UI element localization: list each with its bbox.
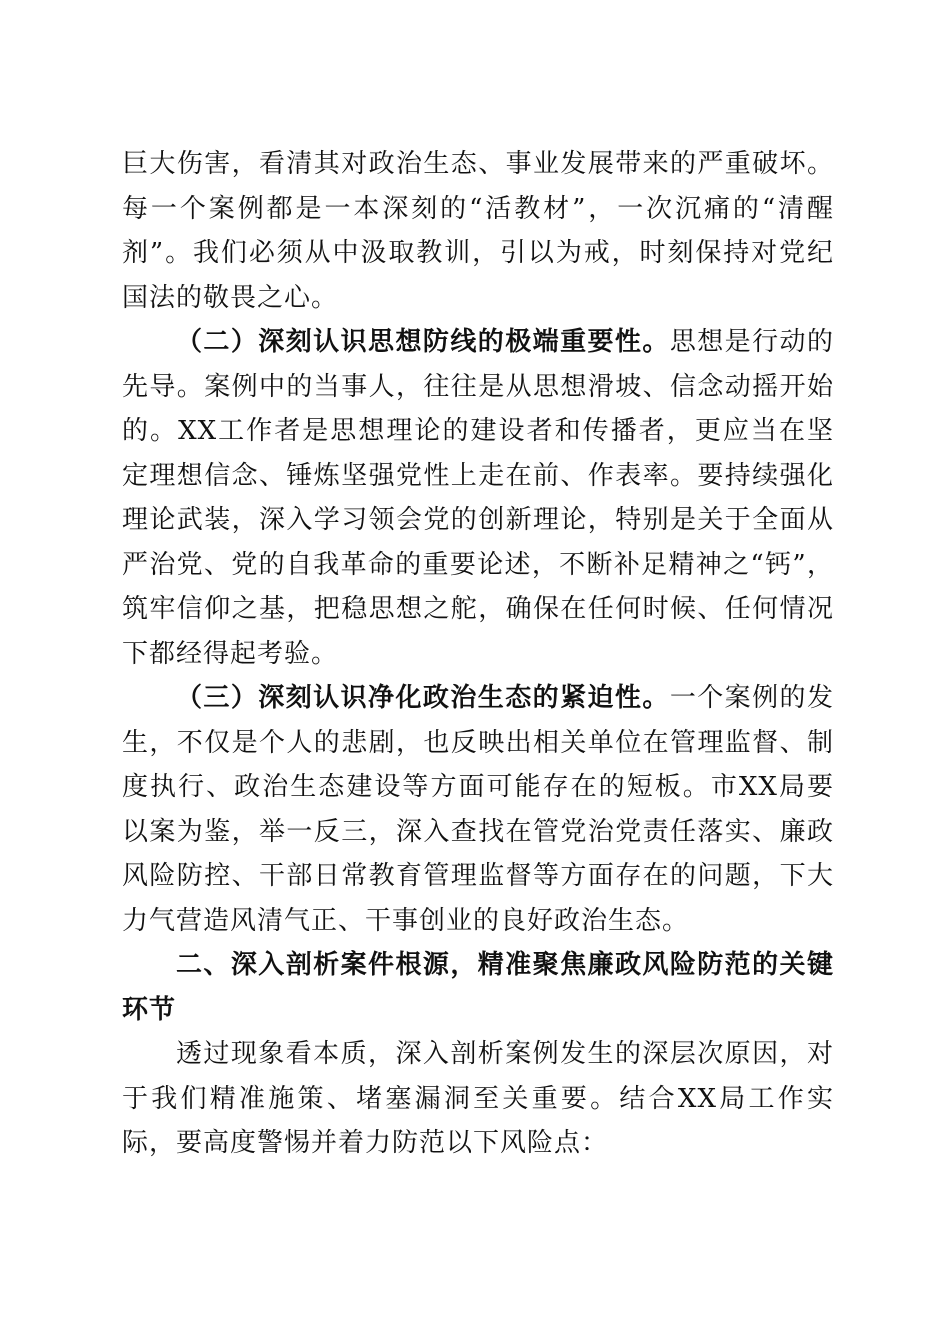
section-2-lead: （二）深刻认识思想防线的极端重要性。 — [176, 327, 670, 357]
document-body — [122, 142, 834, 1166]
paragraph-part-2-intro: 透过现象看本质，深入剖析案例发生的深层次原因，对于我们精准施策、堵塞漏洞至关重要。结合XX局工作实际，要高度警惕并着力防范以下风险点： — [122, 1039, 834, 1158]
section-3-lead: （三）深刻认识净化政治生态的紧迫性。 — [176, 683, 670, 713]
paragraph-continued: 巨大伤害，看清其对政治生态、事业发展带来的严重破坏。每一个案例都是一本深刻的“活教材”，一次沉痛的“清醒剂”。我们必须从中汲取教训，引以为戒，时刻保持对党纪国法的敬畏之心。 — [122, 149, 834, 313]
paragraph-section-3 — [122, 676, 834, 943]
section-2-body: 思想是行动的先导。案例中的当事人，往往是从思想滑坡、信念动摇开始的。XX工作者是思想理论的建设者和传播者，更应当在坚定理想信念、锤炼坚强党性上走在前、作表率。要持续强化理论武装，深入学习领会党的创新理论，特别是关于全面从严治党、党的自我革命的重要论述，不断补足精神之“钙”，筑牢信仰之基，把稳思想之舵，确保在任何时候、任何情况下都经得起考验。 — [122, 327, 834, 669]
section-3-body: 一个案例的发生，不仅是个人的悲剧，也反映出相关单位在管理监督、制度执行、政治生态建设等方面可能存在的短板。市XX局要以案为鉴，举一反三，深入查找在管党治党责任落实、廉政风险防控、干部日常教育管理监督等方面存在的问题，下大力气营造风清气正、干事创业的良好政治生态。 — [122, 683, 834, 936]
heading-part-2: 二、深入剖析案件根源，精准聚焦廉政风险防范的关键环节 — [122, 950, 834, 1025]
paragraph-section-2 — [122, 320, 834, 676]
